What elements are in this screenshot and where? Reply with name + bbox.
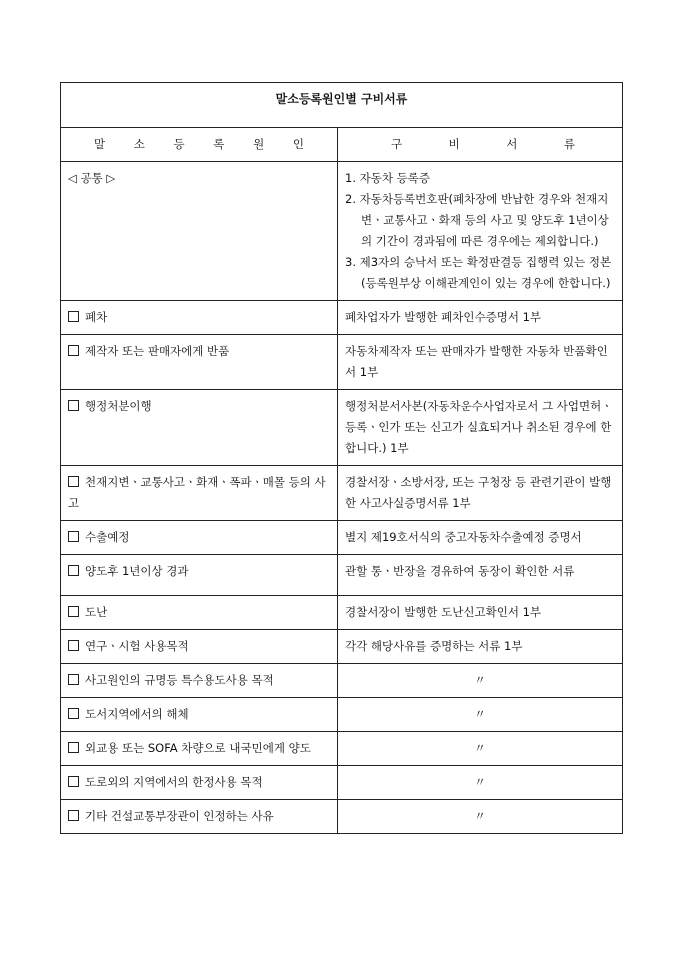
checkbox[interactable] [68,565,79,576]
checkbox[interactable] [68,476,79,487]
header-cause-char: 인 [292,137,304,151]
checkbox[interactable] [68,708,79,719]
table-row [61,800,623,834]
cause-label: 폐차 [85,310,108,324]
header-cause-char: 등 [173,137,185,151]
table-row [61,664,623,698]
header-cause-char: 소 [133,137,145,151]
docs-cell: 관할 통ㆍ반장을 경유하여 동장이 확인한 서류 [338,555,623,596]
table-row [61,596,623,630]
header-cause-char: 록 [213,137,225,151]
cause-label: 행정처분이행 [85,399,152,413]
cause-label: 양도후 1년이상 경과 [85,564,189,578]
common-label: ◁ 공통 ▷ [61,162,338,301]
header-docs-char: 구 [391,137,403,151]
table-row [61,466,623,521]
table-row [61,766,623,800]
table-row [61,555,623,596]
common-docs [338,162,623,301]
docs-cell: 행정처분서사본(자동차운수사업자로서 그 사업면허ㆍ등록ㆍ인가 또는 신고가 실효되거나 취소된 경우에 한합니다.) 1부 [338,390,623,466]
table-row [61,521,623,555]
table-row [61,630,623,664]
common-doc-item: 3. 제3자의 승낙서 또는 확정판결등 집행력 있는 정본(등록원부상 이해관계인이 있는 경우에 한합니다.) [345,255,612,290]
cause-label: 수출예정 [85,530,130,544]
docs-cell: 별지 제19호서식의 중고자동차수출예정 증명서 [338,521,623,555]
common-doc-item: 2. 자동차등록번호판(폐차장에 반납한 경우와 천재지변ㆍ교통사고ㆍ화재 등의 사고 및 양도후 1년이상의 기간이 경과됨에 따른 경우에는 제외합니다.) [345,192,609,248]
cause-label: 기타 건설교통부장관이 인정하는 사유 [85,809,274,823]
table-row [61,732,623,766]
docs-cell: 〃 [338,766,623,800]
checkbox[interactable] [68,810,79,821]
cause-label: 도서지역에서의 해체 [85,707,189,721]
cause-label: 연구ㆍ시험 사용목적 [85,639,189,653]
docs-cell: 경찰서장이 발행한 도난신고확인서 1부 [338,596,623,630]
docs-cell: 〃 [338,800,623,834]
document-title: 말소등록원인별 구비서류 [61,83,623,128]
header-docs-char: 서 [506,137,518,151]
header-cause-char: 말 [94,137,106,151]
header-docs-char: 비 [448,137,460,151]
checkbox[interactable] [68,311,79,322]
header-docs [338,128,623,162]
checkbox[interactable] [68,345,79,356]
docs-cell: 〃 [338,732,623,766]
docs-cell: 자동차제작자 또는 판매자가 발행한 자동차 반품확인서 1부 [338,335,623,390]
common-row [61,162,623,301]
checkbox[interactable] [68,674,79,685]
document-table [60,82,623,834]
table-row [61,335,623,390]
table-row [61,390,623,466]
header-cause-char: 원 [253,137,265,151]
checkbox[interactable] [68,531,79,542]
cause-label: 도난 [85,605,108,619]
cause-label: 사고원인의 규명등 특수용도사용 목적 [85,673,274,687]
header-cause [61,128,338,162]
checkbox[interactable] [68,400,79,411]
header-docs-char: 류 [563,137,575,151]
cause-label: 도로외의 지역에서의 한정사용 목적 [85,775,263,789]
docs-cell: 각각 해당사유를 증명하는 서류 1부 [338,630,623,664]
checkbox[interactable] [68,776,79,787]
checkbox[interactable] [68,606,79,617]
table-row [61,301,623,335]
checkbox[interactable] [68,640,79,651]
docs-cell: 폐차업자가 발행한 폐차인수증명서 1부 [338,301,623,335]
cause-label: 외교용 또는 SOFA 차량으로 내국민에게 양도 [85,741,311,755]
table-row [61,698,623,732]
cause-label: 제작자 또는 판매자에게 반품 [85,344,230,358]
cause-label: 천재지변ㆍ교통사고ㆍ화재ㆍ폭파ㆍ매몰 등의 사고 [68,475,326,510]
checkbox[interactable] [68,742,79,753]
docs-cell: 〃 [338,664,623,698]
docs-cell: 〃 [338,698,623,732]
docs-cell: 경찰서장ㆍ소방서장, 또는 구청장 등 관련기관이 발행한 사고사실증명서류 1부 [338,466,623,521]
common-doc-item: 1. 자동차 등록증 [345,171,430,185]
